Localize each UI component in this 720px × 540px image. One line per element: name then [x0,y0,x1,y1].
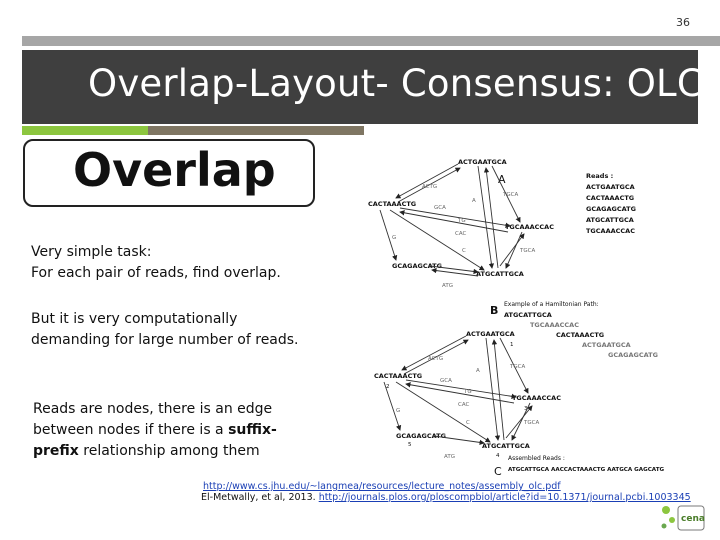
assembled-title: Assembled Reads : [508,455,565,462]
read-1: ACTGAATGCA [586,183,635,191]
edge-a-1-2 [396,164,458,198]
reference-citation: El-Metwally, et al, 2013. [201,492,319,503]
assembled-sequence: ATGCATTGCA AACCACTAAACTG AATGCA GAGCATG [508,467,665,473]
logo-dot-2 [669,517,675,523]
edge-label-c-cac: CAC [458,402,470,408]
path-number-5: 5 [408,442,412,448]
path-number-3: 3 [524,406,528,412]
paragraph-graph-line2 [33,420,277,441]
institution-logo [658,500,706,534]
hamiltonian-row-1: ATGCATTGCA [504,311,552,319]
edge-label-a-actg: ACTG [422,184,438,190]
edge-label-c-tgca: TGCA [510,364,526,370]
edge-label-a-a: A [472,198,476,204]
paragraph-cost-line2: demanding for large number of reads. [31,332,299,348]
panel-b [490,301,658,359]
edge-label-a-tg: TG [458,218,466,224]
edge-label-c-a: A [476,368,480,374]
reads-title: Reads : [586,172,614,180]
path-number-2: 2 [386,384,390,390]
logo-dot-3 [662,524,667,529]
edge-c-3-2 [406,384,514,403]
slide-title: Overlap-Layout- Consensus: OLC [88,62,703,105]
node-a1: ACTGAATGCA [458,158,507,166]
node-c5: GCAGAGCATG [396,432,446,440]
panel-a-label: A [498,173,506,186]
edge-label-a-gca: GCA [434,205,446,211]
section-heading: Overlap [73,143,276,197]
edge-a-1-4 [478,166,492,268]
paragraph-task-line1: Very simple task: [31,244,152,260]
read-4: ATGCATTGCA [586,216,634,224]
paragraph-cost [31,309,299,351]
accent-bar-gray [148,126,364,135]
edge-label-c-gca: GCA [440,378,452,384]
title-band [22,50,703,124]
node-a3: TGCAAACCAC [505,223,554,231]
edge-a-4-1 [486,168,498,268]
edge-c-4-1 [494,340,504,440]
paragraph-graph-suffix: suffix- [228,422,277,438]
node-c3: TGCAAACCAC [512,394,561,402]
edge-label-a-c: C [462,248,466,254]
paragraph-task [31,242,281,284]
node-c2: CACTAAACTG [374,372,423,380]
logo-dot-1 [662,506,670,514]
slide-number: 36 [676,16,690,29]
edge-label-a-cac: CAC [455,231,467,237]
edge-label-a-g: G [392,235,397,241]
section-heading-box [23,139,315,207]
edge-c-1-2 [402,336,466,370]
paragraph-graph [33,399,277,462]
edge-c-1-4 [486,338,498,440]
edge-a-2-3 [400,208,510,226]
read-5: TGCAAACCAC [586,227,635,235]
paragraph-graph-line2-text: between nodes if there is a [33,422,229,438]
node-a2: CACTAAACTG [368,200,417,208]
reference-line-1 [203,481,561,492]
top-bar [22,36,720,46]
node-c1: ACTGAATGCA [466,330,515,338]
reads-list [586,172,636,235]
hamiltonian-row-2: TGCAAACCAC [530,321,579,329]
paragraph-graph-line1: Reads are nodes, there is an edge [33,401,273,417]
paragraph-graph-line3 [33,441,277,462]
edge-c-2-3 [406,380,516,397]
edge-label-c-actg: ACTG [428,356,444,362]
paragraph-task-line2: For each pair of reads, find overlap. [31,265,281,281]
edge-label-c-tgca2: TGCA [524,420,540,426]
edge-label-c-g: G [396,408,401,414]
edge-label-c-tg: TG [464,389,472,395]
hamiltonian-row-4: ACTGAATGCA [582,341,631,349]
paragraph-graph-line3-text: relationship among them [78,443,260,459]
node-c4: ATGCATTGCA [482,442,530,450]
accent-bar-green [22,126,148,135]
reference-link-2[interactable]: http://journals.plos.org/ploscompbiol/article?id=10.1371/journal.pcbi.1003345 [318,492,691,503]
edge-label-a-atg: ATG [442,283,453,289]
overlap-graph-figure [360,150,715,480]
edge-c-2-5 [384,382,400,430]
panel-b-label: B [490,304,499,317]
panel-a [368,158,554,289]
reference-line-2 [201,492,691,503]
paragraph-cost-line1: But it is very computationally [31,311,238,327]
logo-text: cena [681,514,705,524]
node-a5: GCAGAGCATG [392,262,442,270]
read-2: CACTAAACTG [586,194,635,202]
panel-c-label: C [494,465,502,478]
read-3: GCAGAGCATG [586,205,636,213]
paragraph-graph-prefix: prefix [33,443,79,459]
reference-link-1[interactable]: http://www.cs.jhu.edu/~langmea/resources/lecture_notes/assembly_olc.pdf [203,481,561,492]
path-number-1: 1 [510,342,514,348]
hamiltonian-row-5: GCAGAGCATG [608,351,658,359]
hamiltonian-title: Example of a Hamiltonian Path: [504,301,599,308]
edge-label-a-tgca: TGCA [503,192,519,198]
edge-label-c-c: C [466,420,470,426]
edge-label-a-tgca2: TGCA [520,248,536,254]
edge-label-c-atg: ATG [444,454,455,460]
path-number-4: 4 [496,453,500,459]
node-a4: ATGCATTGCA [476,270,524,278]
hamiltonian-row-3: CACTAAACTG [556,331,605,339]
